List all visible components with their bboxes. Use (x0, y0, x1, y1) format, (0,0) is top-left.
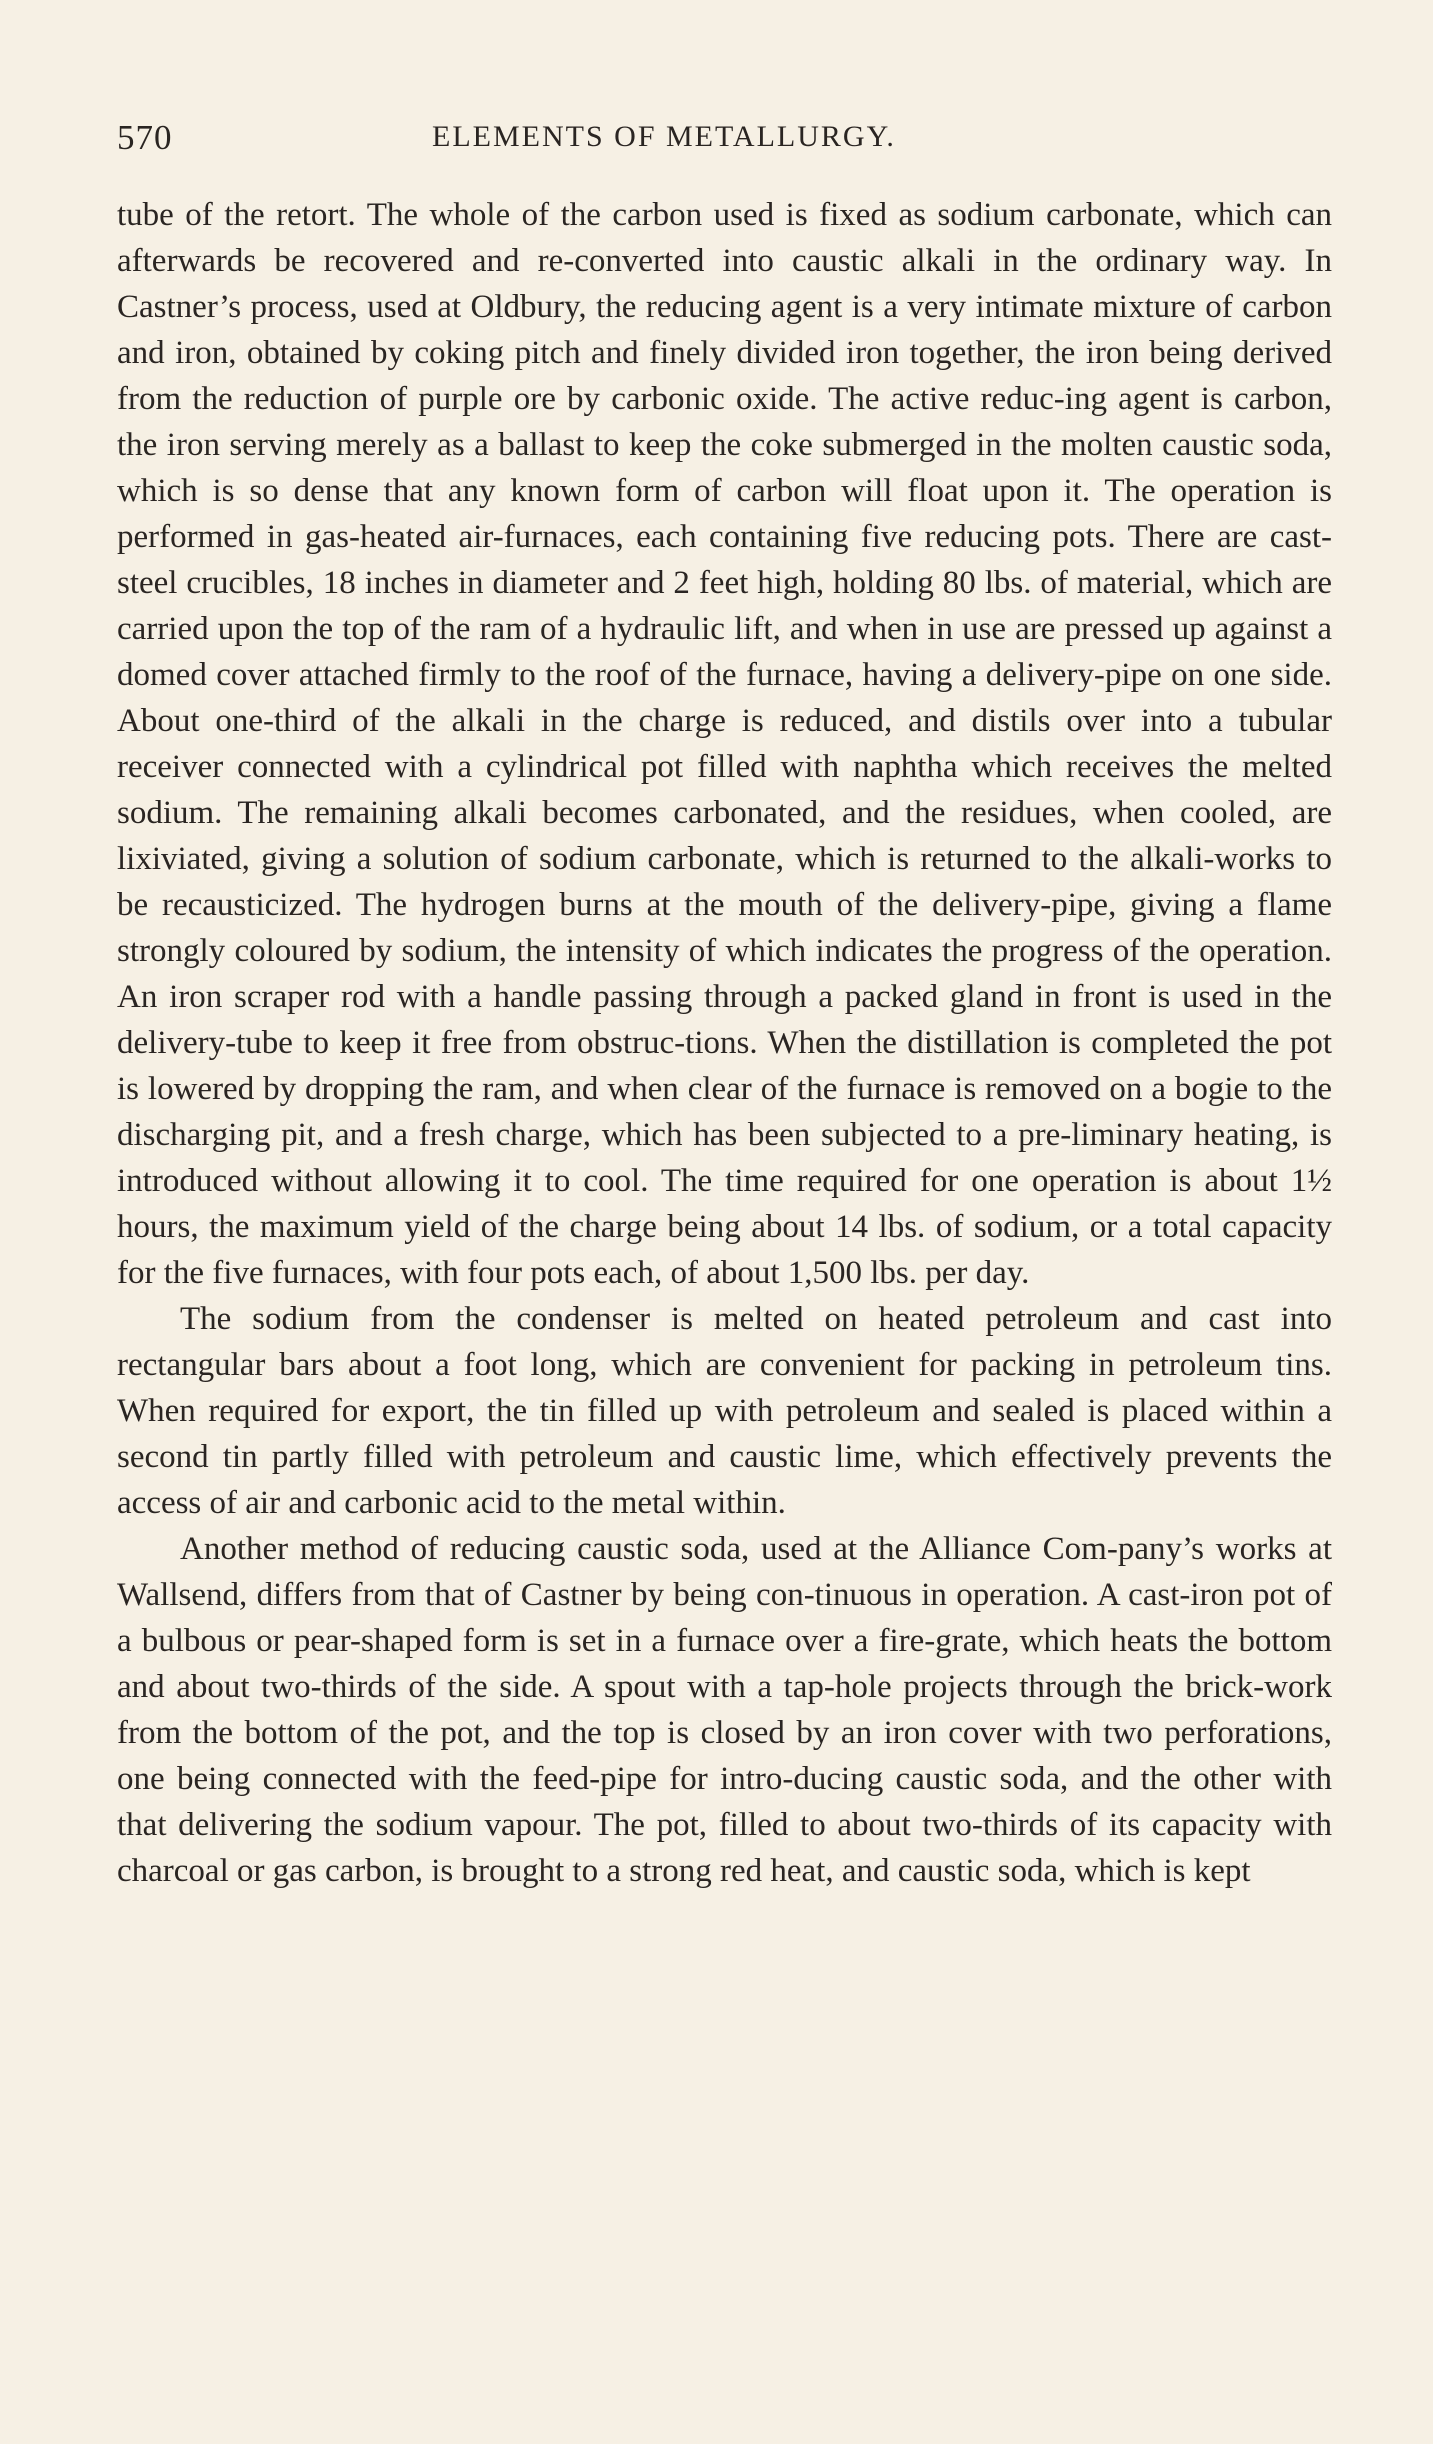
paragraph-sodium-packing: The sodium from the condenser is melted on heated petroleum and cast into rectangular bars about a foot long, which are convenient for packing in petroleum tins. When required for export, the tin filled up with petroleum and sealed is placed within a second tin partly filled with petroleum and caustic lime, which effectively prevents the access of air and carbonic acid to the metal within. (117, 1301, 1332, 1521)
page-number: 570 (117, 118, 173, 157)
page-header (117, 118, 1345, 168)
paragraph-castner-process: tube of the retort. The whole of the carbon used is fixed as sodium carbonate, which can afterwards be recovered and re-converted into caustic alkali in the ordinary way. In Castner’s process, used at Oldbury, the reducing agent is a very intimate mixture of carbon and iron, obtained by coking pitch and finely divided iron together, the iron being derived from the reduction of purple ore by carbonic oxide. The active reduc-ing agent is carbon, the iron serving merely as a ballast to keep the coke submerged in the molten caustic soda, which is so dense that any known form of carbon will float upon it. The operation is performed in gas-heated air-furnaces, each containing five reducing pots. There are cast-steel crucibles, 18 inches in diameter and 2 feet high, holding 80 lbs. of material, which are carried upon the top of the ram of a hydraulic lift, and when in use are pressed up against a domed cover attached firmly to the roof of the furnace, having a delivery-pipe on one side. About one-third of the alkali in the charge is reduced, and distils over into a tubular receiver connected with a cylindrical pot filled with naphtha which receives the melted sodium. The remaining alkali becomes carbonated, and the residues, when cooled, are lixiviated, giving a solution of sodium carbonate, which is returned to the alkali-works to be recausticized. The hydrogen burns at the mouth of the delivery-pipe, giving a flame strongly coloured by sodium, the intensity of which indicates the progress of the operation. An iron scraper rod with a handle passing through a packed gland in front is used in the delivery-tube to keep it free from obstruc-tions. When the distillation is completed the pot is lowered by dropping the ram, and when clear of the furnace is removed on a bogie to the discharging pit, and a fresh charge, which has been subjected to a pre-liminary heating, is introduced without allowing it to cool. The time required for one operation is about 1½ hours, the maximum yield of the charge being about 14 lbs. of sodium, or a total capacity for the five furnaces, with four pots each, of about 1,500 lbs. per day. (117, 197, 1332, 1291)
paragraph-alliance-method: Another method of reducing caustic soda, used at the Alliance Com-pany’s works at Wallsend, differs from that of Castner by being con-tinuous in operation. A cast-iron pot of a bulbous or pear-shaped form is set in a furnace over a fire-grate, which heats the bottom and about two-thirds of the side. A spout with a tap-hole projects through the brick-work from the bottom of the pot, and the top is closed by an iron cover with two perforations, one being connected with the feed-pipe for intro-ducing caustic soda, and the other with that delivering the sodium vapour. The pot, filled to about two-thirds of its capacity with charcoal or gas carbon, is brought to a strong red heat, and caustic soda, which is kept (117, 1531, 1332, 1889)
running-head: ELEMENTS OF METALLURGY. (432, 120, 896, 153)
body-text (117, 192, 1332, 1894)
